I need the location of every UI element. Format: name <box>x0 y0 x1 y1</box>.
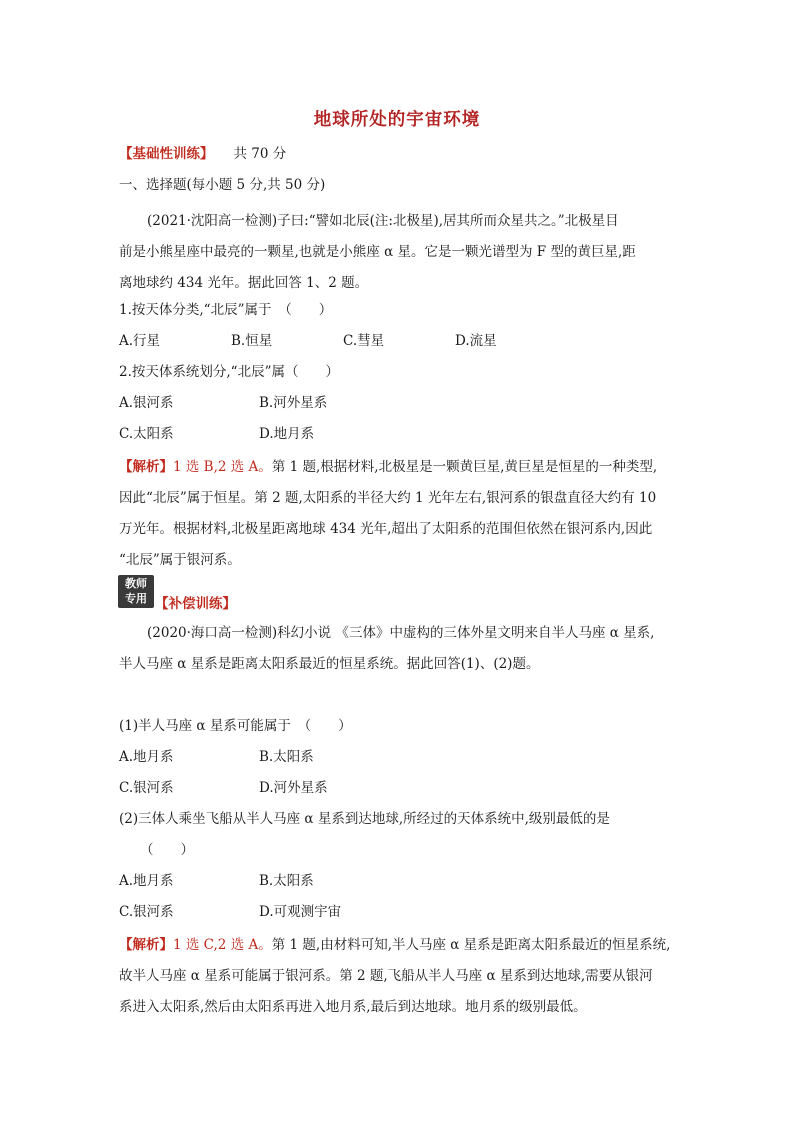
analysis-answer: 1 选 B,2 选 A。 <box>173 459 272 475</box>
analysis-2-line: 系进入太阳系,然后由太阳系再进入地月系,最后到达地球。地月系的级别最低。 <box>119 999 587 1015</box>
subquestion-2-option-b: B.太阳系 <box>259 873 314 889</box>
subquestion-1-option-c: C.银河系 <box>119 780 174 796</box>
section-tag-compensation-label: 【补偿训练】 <box>155 596 236 612</box>
analysis-2-line: 故半人马座 α 星系可能属于银河系。第 2 题,飞船从半人马座 α 星系到达地球,需要从银河 <box>119 968 653 984</box>
page-title: 地球所处的宇宙环境 <box>313 110 481 130</box>
section-tag-basic: 【基础性训练】 <box>119 146 214 162</box>
question-1-option-d: D.流星 <box>455 333 497 349</box>
analysis-tag: 【解析】 <box>119 459 173 475</box>
question-1-option-b: B.恒星 <box>231 333 273 349</box>
question-2-stem: 2.按天体系统划分,“北辰”属（ ） <box>119 364 339 380</box>
section-header-basic <box>119 144 286 164</box>
passage1-line: (2021·沈阳高一检测)子曰:“譬如北辰(注:北极星),居其所而众星共之。”北极星目 <box>147 213 619 229</box>
analysis-1-line: 万光年。根据材料,北极星距离地球 434 光年,超出了太阳系的范围但依然在银河系内,因此 <box>119 521 653 537</box>
question-2-option-d: D.地月系 <box>259 426 315 442</box>
analysis-1-line <box>119 457 657 477</box>
subquestion-2-option-d: D.可观测宇宙 <box>259 904 342 920</box>
analysis-answer: 1 选 C,2 选 A。 <box>173 937 272 953</box>
section-tag-compensation <box>155 594 236 614</box>
badge-text: 专用 <box>125 592 147 605</box>
subquestion-1-stem: (1)半人马座 α 星系可能属于 （ ） <box>119 718 352 734</box>
badge-text: 教师 <box>125 577 147 590</box>
analysis-text: 第 1 题,由材料可知,半人马座 α 星系是距离太阳系最近的恒星系统, <box>271 937 671 953</box>
analysis-2-line <box>119 935 670 955</box>
question-2-option-b: B.河外星系 <box>259 395 328 411</box>
subquestion-2-option-a: A.地月系 <box>119 873 174 889</box>
question-2-option-a: A.银河系 <box>119 395 174 411</box>
analysis-tag: 【解析】 <box>119 937 173 953</box>
passage2-line: (2020·海口高一检测)科幻小说 《三体》中虚构的三体外星文明来自半人马座 α 星系, <box>147 625 655 641</box>
section-total-score: 共 70 分 <box>233 146 287 162</box>
part-heading: 一、选择题(每小题 5 分,共 50 分) <box>119 177 326 193</box>
question-2-option-c: C.太阳系 <box>119 426 174 442</box>
analysis-1-line: “北辰”属于银河系。 <box>119 552 241 568</box>
question-1-option-a: A.行星 <box>119 333 161 349</box>
analysis-1-line: 因此“北辰”属于恒星。第 2 题,太阳系的半径大约 1 光年左右,银河系的银盘直径大约有 10 <box>119 490 657 506</box>
subquestion-2-answer-blank: （ ） <box>140 842 194 858</box>
passage1-line: 离地球约 434 光年。据此回答 1、2 题。 <box>119 275 369 291</box>
teacher-only-badge <box>118 575 154 608</box>
subquestion-2-option-c: C.银河系 <box>119 904 174 920</box>
passage2-line: 半人马座 α 星系是距离太阳系最近的恒星系统。据此回答(1)、(2)题。 <box>119 656 540 672</box>
question-1-stem: 1.按天体分类,“北辰”属于 （ ） <box>119 302 333 318</box>
question-1-option-c: C.彗星 <box>343 333 385 349</box>
subquestion-2-stem: (2)三体人乘坐飞船从半人马座 α 星系到达地球,所经过的天体系统中,级别最低的是 <box>119 811 610 827</box>
analysis-text: 第 1 题,根据材料,北极星是一颗黄巨星,黄巨星是恒星的一种类型, <box>271 459 658 475</box>
subquestion-1-option-b: B.太阳系 <box>259 749 314 765</box>
passage1-line: 前是小熊星座中最亮的一颗星,也就是小熊座 α 星。它是一颗光谱型为 F 型的黄巨星,距 <box>119 244 636 260</box>
subquestion-1-option-a: A.地月系 <box>119 749 174 765</box>
subquestion-1-option-d: D.河外星系 <box>259 780 328 796</box>
